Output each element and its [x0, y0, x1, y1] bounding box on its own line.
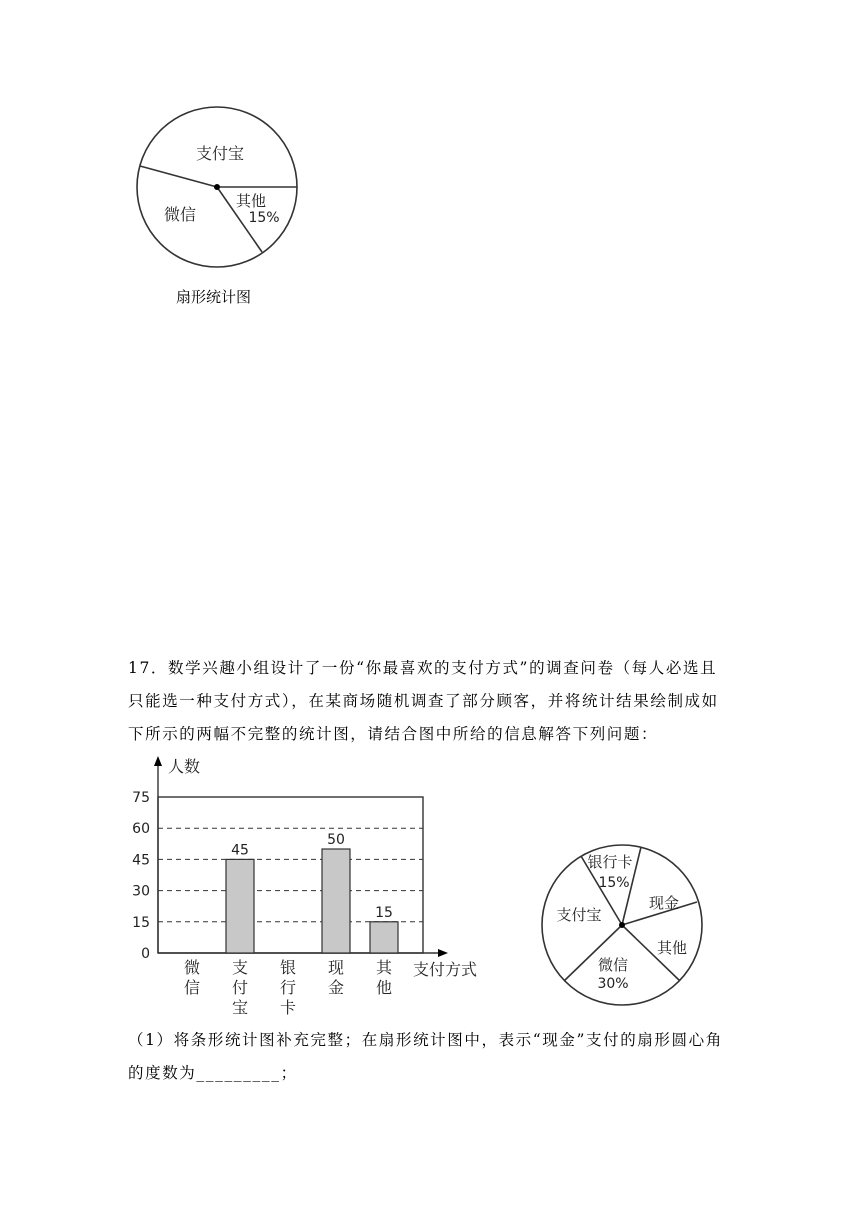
x-category-label-0-0: 微	[183, 958, 201, 977]
top-pie-label-other: 其他	[235, 192, 267, 210]
top-pie-label-alipay: 支付宝	[195, 144, 245, 163]
x-category-label-1-0: 支	[231, 958, 249, 977]
top-pie-label-wechat: 微信	[163, 205, 197, 224]
bar-value-label-1: 45	[231, 842, 249, 859]
right-pie-chart	[530, 840, 720, 1020]
x-category-label-1-2: 宝	[231, 998, 249, 1017]
right-pie-label-other: 其他	[656, 939, 688, 957]
x-category-label-0-1: 信	[183, 978, 201, 997]
x-category-label-4-1: 他	[375, 978, 393, 997]
y-tick-label-15: 15	[132, 914, 150, 931]
y-axis-arrow	[154, 756, 162, 766]
y-tick-label-45: 45	[132, 852, 150, 869]
right-pie-label-bank-pct: 15%	[598, 875, 630, 891]
y-axis-title: 人数	[168, 757, 201, 776]
top-pie-label-other-pct: 15%	[248, 210, 280, 226]
bar-value-label-3: 50	[327, 832, 345, 848]
x-category-label-2-2: 卡	[279, 998, 297, 1017]
y-tick-label-0: 0	[141, 946, 150, 962]
bar-1	[226, 859, 254, 953]
y-tick-label-60: 60	[132, 821, 150, 838]
x-axis-arrow	[438, 949, 448, 957]
right-pie-label-wechat-pct: 30%	[597, 976, 629, 992]
right-pie-label-alipay: 支付宝	[556, 906, 602, 924]
answer-blank[interactable]: _________	[196, 1064, 281, 1082]
sub-question	[128, 1024, 728, 1090]
right-pie-label-bank: 银行卡	[587, 853, 633, 871]
right-pie-label-cash: 现金	[648, 894, 680, 912]
sub-question-end: ；	[280, 1064, 298, 1082]
x-category-label-2-0: 银	[279, 958, 297, 977]
top-pie-caption: 扇形统计图	[176, 288, 252, 306]
x-category-label-3-0: 现	[327, 958, 345, 977]
top-pie-boundary-alipay-wechat	[140, 166, 217, 187]
question-text: 17．数学兴趣小组设计了一份“你最喜欢的支付方式”的调查问卷（每人必选且只能选一种支付方式），在某商场随机调查了部分顾客，并将统计结果绘制成如下所示的两幅不完整的统计图，请结合图中所给的信息解答下列问题：	[128, 659, 719, 743]
bar-3	[322, 849, 350, 953]
top-pie-chart	[0, 0, 860, 320]
x-axis-title: 支付方式	[413, 960, 478, 979]
right-pie-center-dot	[619, 922, 625, 928]
x-category-label-4-0: 其	[375, 958, 393, 977]
bar-value-label-4: 15	[375, 904, 393, 921]
bar-chart	[0, 750, 860, 1030]
x-category-label-1-1: 付	[231, 978, 249, 997]
x-category-label-3-1: 金	[327, 978, 345, 997]
x-category-label-2-1: 行	[279, 978, 297, 997]
y-tick-label-75: 75	[132, 790, 150, 806]
bar-4	[370, 922, 398, 953]
top-pie-center-dot	[214, 184, 220, 190]
right-pie-label-wechat: 微信	[597, 956, 629, 974]
y-tick-label-30: 30	[132, 883, 150, 900]
sub-question-text: （1）将条形统计图补充完整；在扇形统计图中，表示“现金”支付的扇形圆心角的度数为	[128, 1031, 723, 1082]
